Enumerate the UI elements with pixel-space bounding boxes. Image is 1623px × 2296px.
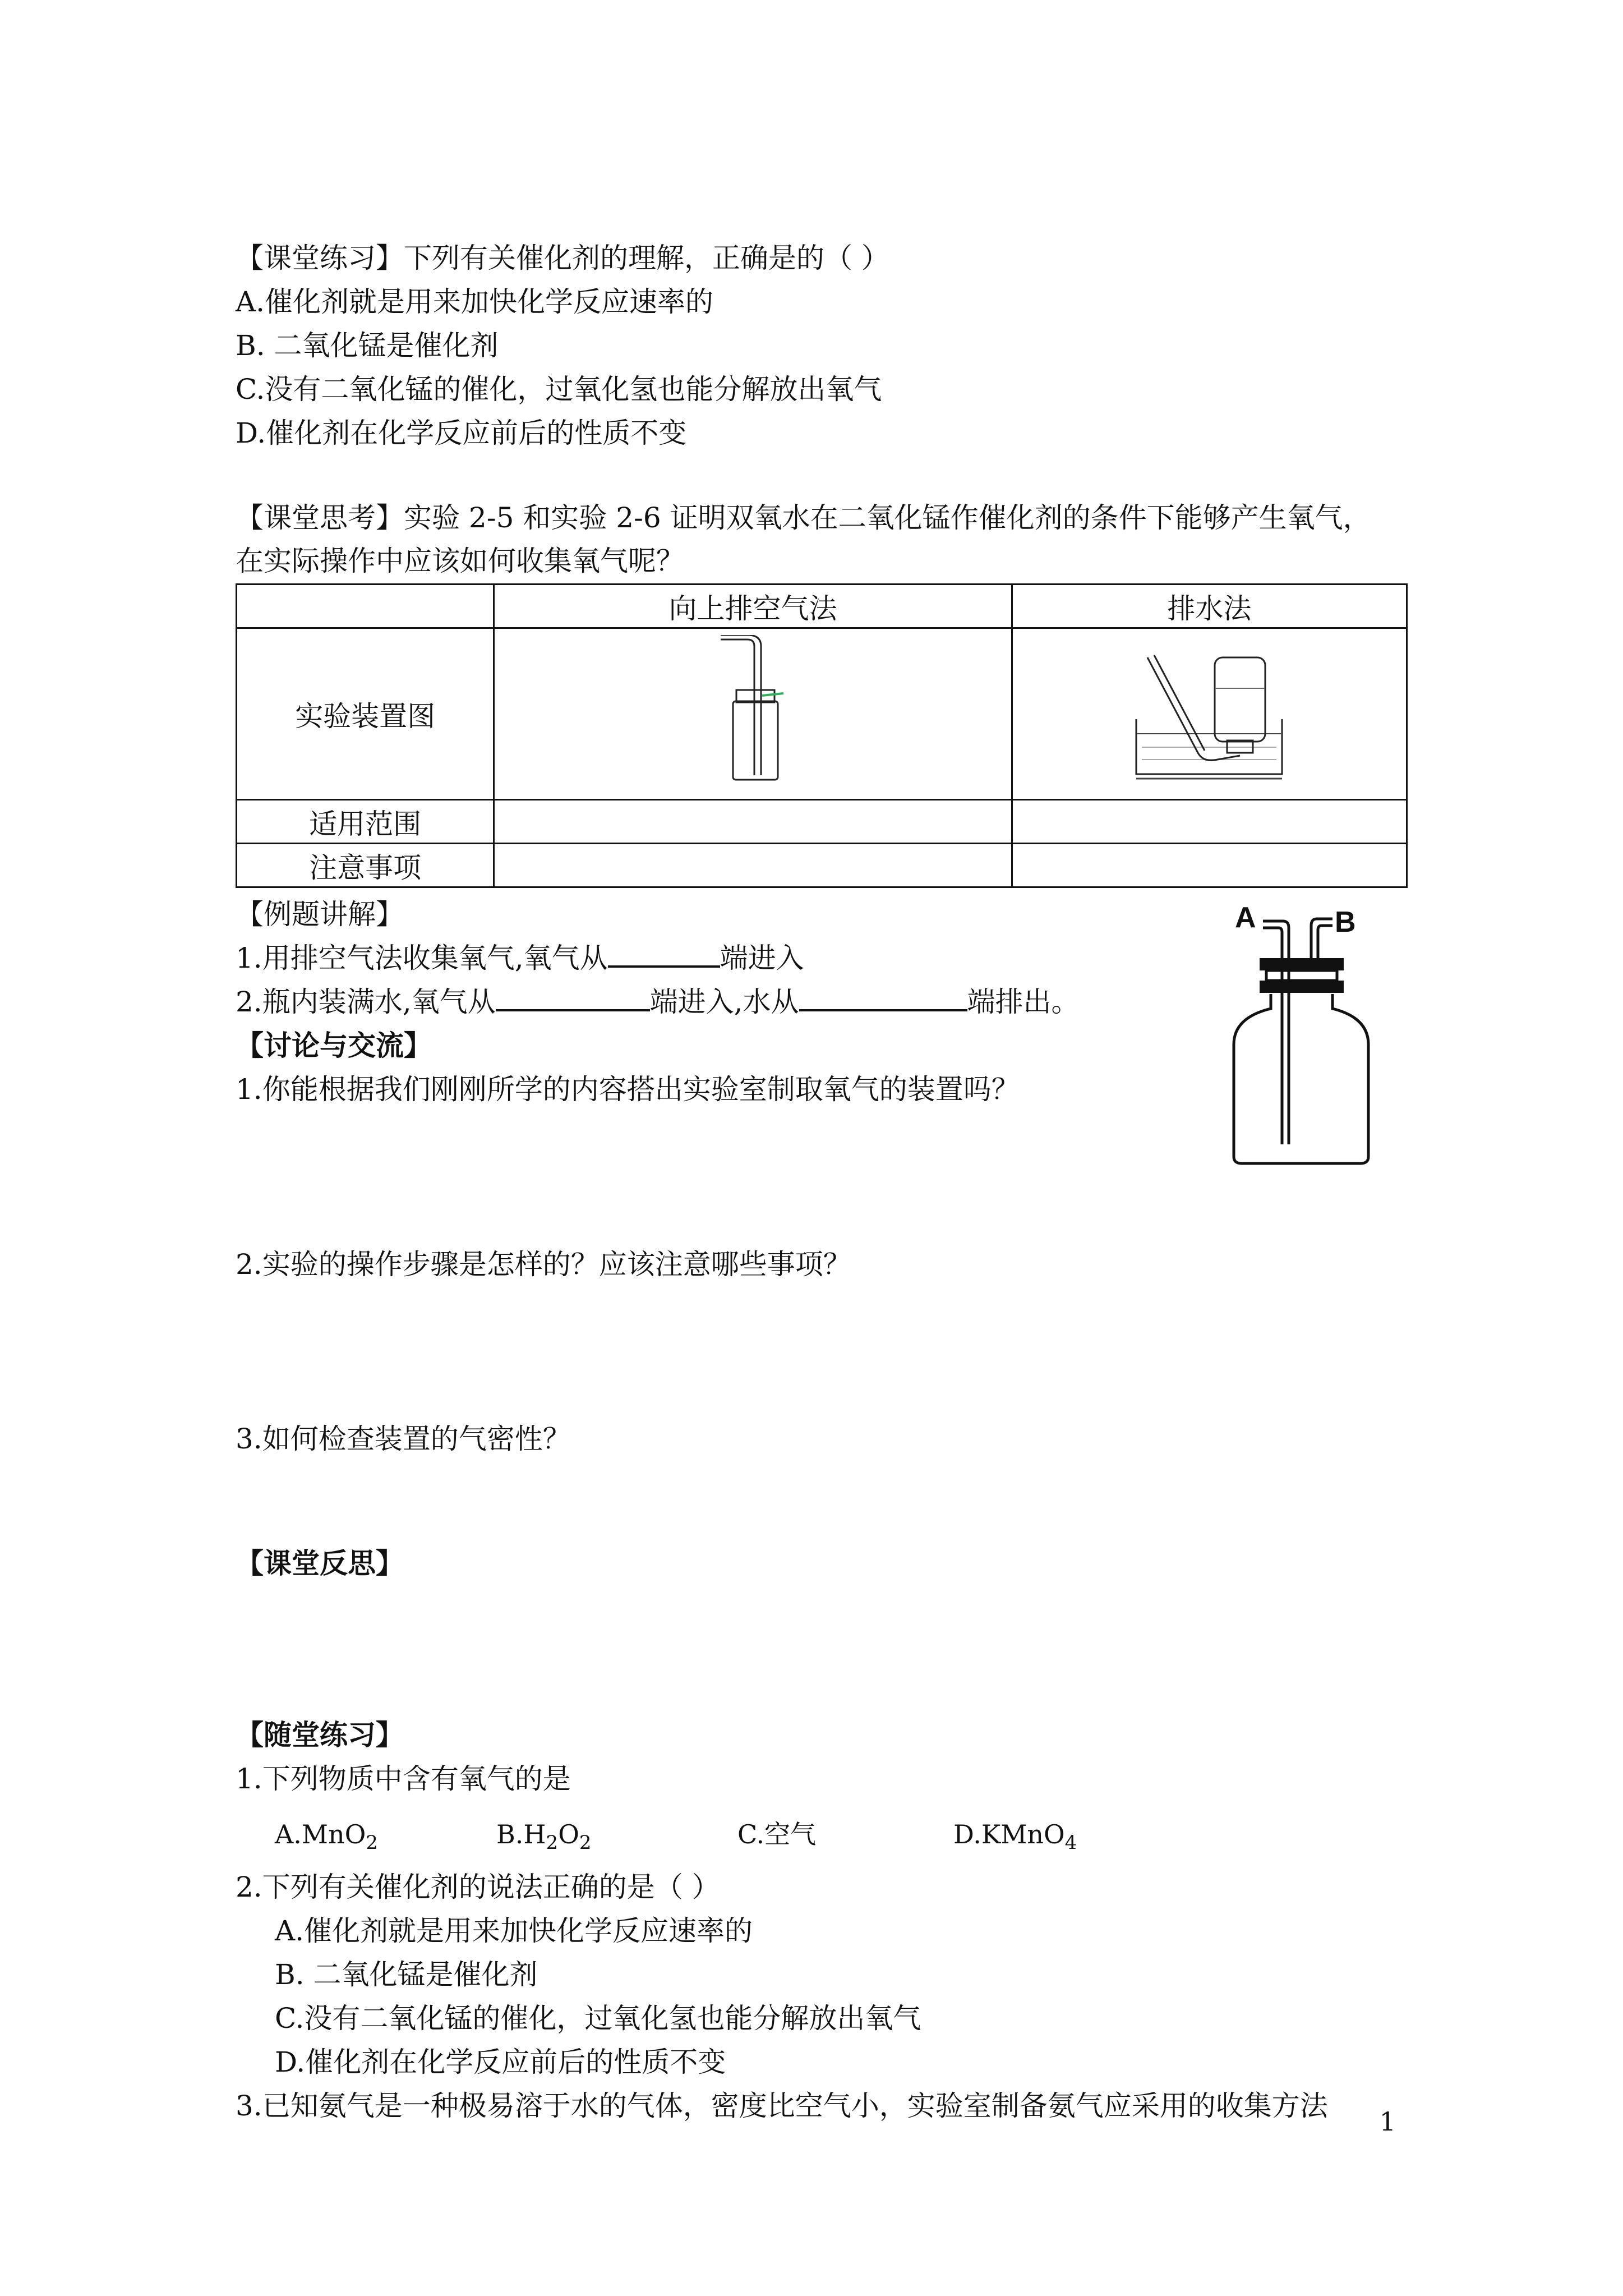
reflect-heading: 【课堂反思】 (236, 1547, 404, 1580)
option-kmno4: D.KMnO$_4$ (953, 1819, 1077, 1854)
table-header-row (237, 585, 1407, 628)
discuss-question-1: 1.你能根据我们刚刚所学的内容搭出实验室制取氧气的装置吗？ (236, 1073, 1020, 1106)
followup-question-2: 2.下列有关催化剂的说法正确的是（ ） (236, 1871, 720, 1903)
practice-heading: 【课堂练习】 (236, 242, 404, 274)
discuss-heading: 【讨论与交流】 (236, 1029, 432, 1062)
practice-option-a: A.催化剂就是用来加快化学反应速率的 (236, 286, 714, 318)
answer-blank[interactable] (496, 983, 650, 1011)
table-header-upward-air: 向上排空气法 (494, 585, 1012, 628)
table-cell-water-figure (1012, 628, 1407, 800)
followup-question-1-options (275, 1813, 1077, 1856)
discuss-question-3: 3.如何检查装置的气密性？ (236, 1423, 571, 1455)
option-h2o2: $B.H_2O_2$ (496, 1819, 592, 1854)
table-label-scope: 适用范围 (237, 800, 494, 844)
discuss-question-2: 2.实验的操作步骤是怎样的？应该注意哪些事项？ (236, 1248, 851, 1281)
think-heading: 【课堂思考】 (236, 501, 404, 534)
think-line-1: 【课堂思考】实验 2-5 和实验 2-6 证明双氧水在二氧化锰作催化剂的条件下能够产生氧气， (236, 501, 1371, 534)
example-question-2: 2.瓶内装满水,氧气从 端进入,水从 端排出。 (236, 981, 1080, 1023)
followup-question-1: 1.下列物质中含有氧气的是 (236, 1763, 571, 1795)
table-cell-scope-water (1012, 800, 1407, 844)
followup-q2-option-c: C.没有二氧化锰的催化，过氧化氢也能分解放出氧气 (275, 2002, 921, 2035)
option-mno2: A.MnO$_2$ (275, 1819, 378, 1854)
followup-heading: 【随堂练习】 (236, 1718, 404, 1751)
table-cell-notes-air (494, 844, 1012, 887)
practice-question (236, 237, 889, 279)
table-cell-upward-air-figure (494, 628, 1012, 800)
table-label-apparatus: 实验装置图 (237, 628, 494, 800)
practice-option-c: C.没有二氧化锰的催化，过氧化氢也能分解放出氧气 (236, 373, 882, 406)
option-air: C.空气 (737, 1819, 817, 1849)
water-displacement-apparatus-figure (1125, 635, 1293, 786)
table-row-scope (237, 800, 1407, 844)
bottle-icon (1223, 898, 1413, 1172)
example-heading: 【例题讲解】 (236, 898, 404, 931)
table-cell-scope-air (494, 800, 1012, 844)
practice-option-d: D.催化剂在化学反应前后的性质不变 (236, 417, 687, 449)
think-line-2: 在实际操作中应该如何收集氧气呢？ (236, 545, 684, 577)
collection-method-table (236, 583, 1408, 888)
tube-label-a: A (1235, 901, 1256, 934)
followup-question-3: 3.已知氨气是一种极易溶于水的气体，密度比空气小，实验室制备氨气应采用的收集方法 (236, 2090, 1328, 2122)
table-row-notes (237, 844, 1407, 887)
followup-q2-option-a: A.催化剂就是用来加快化学反应速率的 (275, 1915, 753, 1947)
practice-question-text: 下列有关催化剂的理解，正确是的（ ） (404, 242, 889, 274)
table-header-water: 排水法 (1012, 585, 1407, 628)
two-tube-bottle-figure (1223, 898, 1413, 1172)
tube-label-b: B (1335, 906, 1356, 938)
table-label-notes: 注意事项 (237, 844, 494, 887)
answer-blank[interactable] (799, 983, 967, 1011)
page-number: 1 (1379, 2106, 1396, 2137)
table-row-apparatus (237, 628, 1407, 800)
practice-option-b: B. 二氧化锰是催化剂 (236, 329, 499, 362)
followup-q2-option-b: B. 二氧化锰是催化剂 (275, 1958, 538, 1991)
upward-air-apparatus-figure (711, 635, 795, 786)
table-corner-cell (237, 585, 494, 628)
followup-q2-option-d: D.催化剂在化学反应前后的性质不变 (275, 2046, 726, 2078)
answer-blank[interactable] (608, 940, 720, 968)
example-question-1: 1.用排空气法收集氧气,氧气从 端进入 (236, 937, 804, 979)
table-cell-notes-water (1012, 844, 1407, 887)
